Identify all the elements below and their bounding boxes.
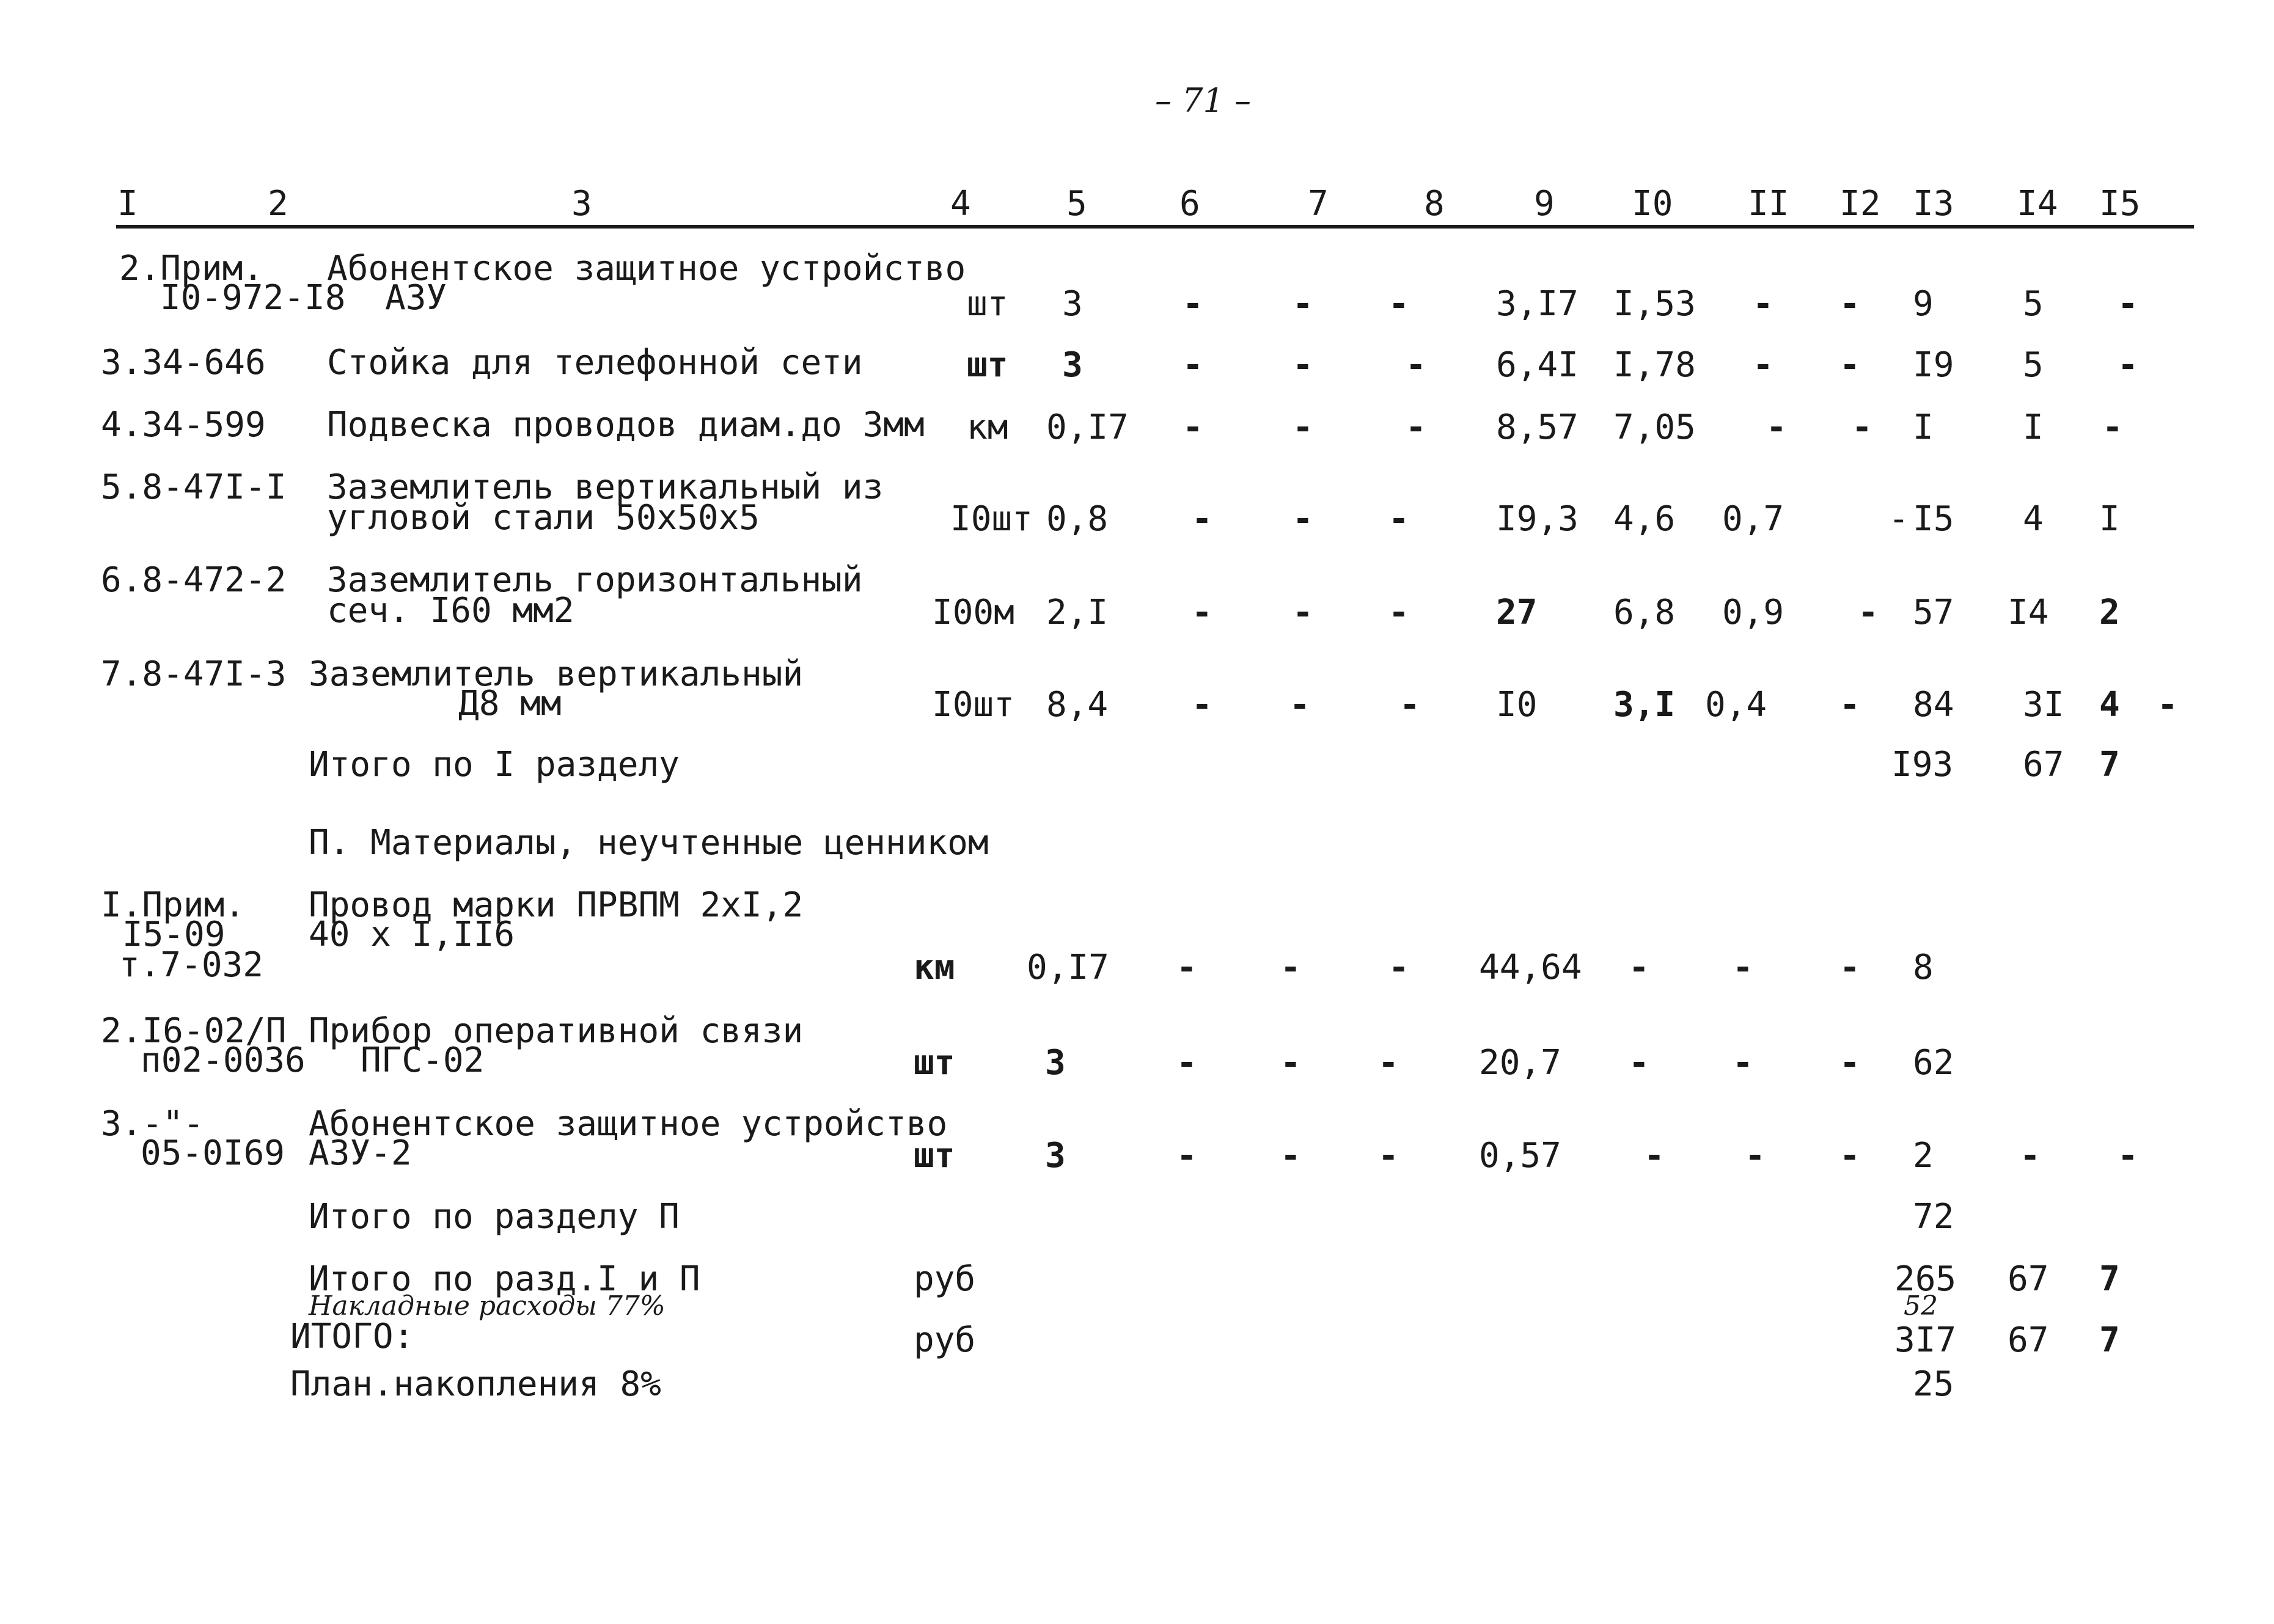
row-c7: -: [1293, 345, 1313, 385]
subtotal-c13: I93: [1891, 745, 1954, 785]
row-unit: шт: [914, 1043, 955, 1083]
row-c10: I,78: [1613, 345, 1696, 385]
row-code: 4.34-599: [101, 405, 266, 445]
plan-label: План.накопления 8%: [290, 1364, 661, 1404]
row-c9: 3,I7: [1496, 284, 1579, 324]
row-c6: -: [1192, 685, 1212, 725]
row-c12: -: [1852, 408, 1872, 447]
row-desc: Абонентское защитное устройство: [327, 249, 966, 288]
col-header-8: 8: [1424, 184, 1445, 224]
row-c13: 8: [1913, 948, 1934, 987]
row-c6: -: [1192, 499, 1212, 539]
col-header-9: 9: [1534, 184, 1555, 224]
col-header-4: 4: [950, 184, 971, 224]
row-c13: 84: [1913, 685, 1954, 725]
row-c9: I9,3: [1496, 499, 1579, 539]
row-c12: -: [1839, 948, 1860, 987]
row-desc: Абонентское защитное устройство: [309, 1104, 948, 1144]
row-desc: Стойка для телефонной сети: [327, 343, 863, 382]
row-c6: -: [1176, 1136, 1197, 1176]
row-code: 3.34-646: [101, 343, 266, 382]
row-desc: Прибор оперативной связи: [309, 1011, 804, 1051]
row-c8: -: [1388, 284, 1409, 324]
col-header-11: II: [1748, 184, 1789, 224]
row-desc: Провод марки ПРВПМ 2хI,2: [309, 885, 804, 925]
row-c14: 4: [2023, 499, 2044, 539]
grand-total-c15: 7: [2099, 1320, 2120, 1360]
row-desc-line2: АЗУ: [385, 278, 447, 318]
row-c5: 3: [1062, 284, 1083, 324]
row-c5: 3: [1045, 1136, 1066, 1176]
total-c15: 7: [2099, 1259, 2120, 1299]
row-unit: км: [914, 948, 955, 987]
row-c11: -: [1753, 345, 1773, 385]
row-c8: -: [1378, 1136, 1399, 1176]
row-code-line2: п02-0036: [141, 1041, 306, 1080]
row-desc-line2: угловой стали 50х50х5: [327, 498, 760, 538]
col-header-6: 6: [1179, 184, 1200, 224]
row-c8: -: [1406, 408, 1426, 447]
row-desc-line2: Д8 мм: [458, 684, 562, 723]
subtotal-c14: 67: [2023, 745, 2064, 785]
row-c10: 4,6: [1613, 499, 1676, 539]
row-c15: -: [2118, 284, 2138, 324]
row-c10: -: [1629, 948, 1649, 987]
row-c8: -: [1378, 1043, 1399, 1083]
row-c10: 6,8: [1613, 593, 1676, 632]
page-number: – 71 –: [1155, 81, 1252, 120]
row-c12: -: [1839, 345, 1860, 385]
col-header-5: 5: [1066, 184, 1087, 224]
row-c8: -: [1406, 345, 1426, 385]
subtotal-label: Итого по разделу П: [309, 1197, 680, 1237]
row-unit: I0шт: [950, 499, 1033, 539]
total-c14: 67: [2008, 1259, 2049, 1299]
row-c5: 0,I7: [1027, 948, 1109, 987]
row-code: I.Прим.: [101, 885, 246, 925]
row-c6: -: [1192, 593, 1212, 632]
row-c16: -: [2157, 685, 2178, 725]
row-c8: -: [1388, 948, 1409, 987]
row-c15: -: [2118, 345, 2138, 385]
row-c9: I0: [1496, 685, 1538, 725]
col-header-2: 2: [268, 184, 288, 224]
row-c13: I5: [1913, 499, 1954, 539]
grand-total-c13: 3I7: [1894, 1320, 1957, 1360]
row-c11: -: [1733, 948, 1753, 987]
row-code: 3.-"-: [101, 1104, 204, 1144]
row-c13: 2: [1913, 1136, 1934, 1176]
row-c14: I: [2023, 408, 2044, 447]
row-c10: 7,05: [1613, 408, 1696, 447]
col-header-14: I4: [2017, 184, 2058, 224]
subtotal-label: Итого по I разделу: [309, 745, 680, 785]
header-underline: [116, 225, 2194, 229]
row-unit: км: [967, 408, 1008, 447]
row-c12: -: [1839, 1136, 1860, 1176]
row-c11: -: [1745, 1136, 1766, 1176]
row-c14: -: [2020, 1136, 2041, 1176]
row-c13: I9: [1913, 345, 1954, 385]
row-desc-line2: 40 х I,II6: [309, 915, 515, 954]
row-c12: -: [1839, 685, 1860, 725]
row-code: 6.8-472-2: [101, 560, 287, 600]
row-c10: -: [1644, 1136, 1665, 1176]
row-c12: -: [1839, 1043, 1860, 1083]
row-code: 5.8-47I-I: [101, 467, 287, 507]
row-c5: 0,8: [1046, 499, 1109, 539]
row-code-line3: т.7-032: [119, 945, 264, 985]
row-desc: Заземлитель горизонтальный: [327, 560, 863, 600]
row-c7: -: [1293, 408, 1313, 447]
row-c14: 5: [2023, 284, 2044, 324]
row-c11: 0,7: [1722, 499, 1784, 539]
row-c5: 3: [1062, 345, 1083, 385]
row-desc-line2: АЗУ-2: [309, 1133, 412, 1173]
row-c15: I: [2099, 499, 2120, 539]
row-c5: 3: [1045, 1043, 1066, 1083]
row-c6: -: [1176, 948, 1197, 987]
total-unit: руб: [914, 1259, 976, 1299]
row-desc-line2: сеч. I60 мм2: [327, 591, 574, 631]
row-c12: -: [1858, 593, 1879, 632]
row-c15: 4: [2099, 685, 2120, 725]
row-c9: 27: [1496, 593, 1538, 632]
row-c11: 0,4: [1705, 685, 1767, 725]
row-c15: -: [2118, 1136, 2138, 1176]
subtotal-c13: 72: [1913, 1197, 1954, 1237]
row-c7: -: [1280, 948, 1301, 987]
row-c13: 62: [1913, 1043, 1954, 1083]
col-header-15: I5: [2099, 184, 2141, 224]
row-c10: -: [1629, 1043, 1649, 1083]
row-c13: I: [1913, 408, 1934, 447]
row-unit: шт: [967, 284, 1008, 324]
row-code-line2: I0-972-I8: [160, 278, 346, 318]
col-header-3: 3: [571, 184, 592, 224]
row-c10: I,53: [1613, 284, 1696, 324]
row-c11: -: [1733, 1043, 1753, 1083]
overhead-label: Накладные расходы 77%: [309, 1290, 666, 1322]
row-c7: -: [1293, 284, 1313, 324]
row-c9: 44,64: [1479, 948, 1582, 987]
row-unit: шт: [967, 345, 1008, 385]
row-code: 2.Прим.: [119, 249, 264, 288]
row-c13: 9: [1913, 284, 1934, 324]
row-c6: -: [1183, 345, 1203, 385]
row-desc: Подвеска проводов диам.до 3мм: [327, 405, 925, 445]
row-unit: шт: [914, 1136, 955, 1176]
row-c12: -: [1839, 284, 1860, 324]
row-desc: Заземлитель вертикальный: [309, 654, 804, 694]
total-c13: 265: [1894, 1259, 1957, 1299]
col-header-1: I: [117, 184, 138, 224]
row-c11: 0,9: [1722, 593, 1784, 632]
grand-total-label: ИТОГО:: [290, 1317, 414, 1356]
row-c6: -: [1183, 408, 1203, 447]
col-header-13: I3: [1913, 184, 1954, 224]
row-c6: -: [1183, 284, 1203, 324]
row-c5: 8,4: [1046, 685, 1109, 725]
row-c14: 3I: [2023, 685, 2064, 725]
row-c14: I4: [2008, 593, 2049, 632]
subtotal-c15: 7: [2099, 745, 2120, 785]
row-unit: I0шт: [932, 685, 1014, 725]
row-c13: 57: [1913, 593, 1954, 632]
row-c8: -: [1388, 499, 1409, 539]
row-code: 2.I6-02/П: [101, 1011, 287, 1051]
row-c7: -: [1293, 499, 1313, 539]
row-c9: 0,57: [1479, 1136, 1561, 1176]
row-c9: 20,7: [1479, 1043, 1561, 1083]
total-label: Итого по разд.I и П: [309, 1259, 700, 1299]
row-c7: -: [1293, 593, 1313, 632]
col-header-7: 7: [1308, 184, 1329, 224]
row-code-line2: I5-09: [122, 915, 226, 954]
row-c7: -: [1280, 1136, 1301, 1176]
row-c14: 5: [2023, 345, 2044, 385]
grand-total-c14: 67: [2008, 1320, 2049, 1360]
row-c12: -: [1888, 499, 1909, 539]
row-c15: -: [2102, 408, 2123, 447]
row-desc-line2: ПГС-02: [361, 1041, 485, 1080]
col-header-10: I0: [1632, 184, 1673, 224]
row-c9: 8,57: [1496, 408, 1579, 447]
row-c8: -: [1399, 685, 1420, 725]
row-c11: -: [1753, 284, 1773, 324]
plan-c13: 25: [1913, 1364, 1954, 1404]
row-c5: 2,I: [1046, 593, 1109, 632]
row-c7: -: [1280, 1043, 1301, 1083]
row-code: 7.8-47I-3: [101, 654, 287, 694]
section-2-title: П. Материалы, неучтенные ценником: [309, 823, 989, 863]
col-header-12: I2: [1839, 184, 1881, 224]
row-c7: -: [1289, 685, 1310, 725]
row-c8: -: [1388, 593, 1409, 632]
row-c9: 6,4I: [1496, 345, 1579, 385]
grand-total-unit: руб: [914, 1320, 976, 1360]
row-code-line2: 05-0I69: [141, 1133, 285, 1173]
row-desc: Заземлитель вертикальный из: [327, 467, 884, 507]
row-c15: 2: [2099, 593, 2120, 632]
row-c5: 0,I7: [1046, 408, 1129, 447]
row-c6: -: [1176, 1043, 1197, 1083]
row-c10: 3,I: [1613, 685, 1676, 725]
row-c11: -: [1766, 408, 1787, 447]
overhead-c13: 52: [1904, 1290, 1938, 1322]
row-unit: I00м: [932, 593, 1014, 632]
